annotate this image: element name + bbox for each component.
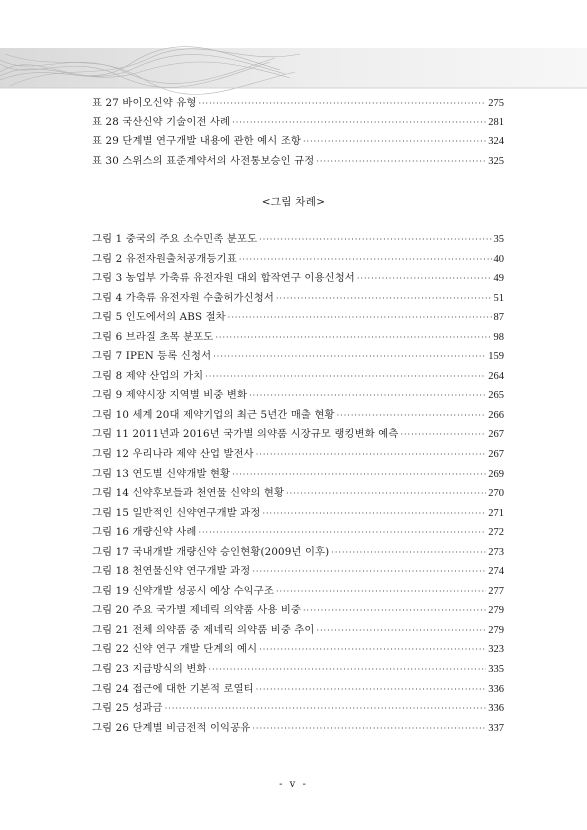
dot-leader bbox=[316, 155, 486, 168]
toc-entry-page: 275 bbox=[488, 98, 504, 109]
toc-entry-page: 265 bbox=[488, 390, 504, 402]
toc-entry-page: 336 bbox=[488, 703, 504, 715]
toc-entry-page: 272 bbox=[488, 527, 504, 539]
toc-entry-table-28[interactable] bbox=[92, 116, 504, 129]
toc-entry-figure-6[interactable] bbox=[92, 331, 504, 344]
figure-list bbox=[92, 233, 504, 741]
toc-entry-label: 그림 20 주요 국가별 제네릭 의약품 사용 비중 bbox=[92, 604, 302, 617]
toc-entry-figure-15[interactable] bbox=[92, 507, 504, 520]
toc-entry-label: 표 30 스위스의 표준계약서의 사전통보승인 규정 bbox=[92, 154, 315, 167]
toc-entry-figure-3[interactable] bbox=[92, 272, 504, 285]
toc-entry-label: 그림 15 일반적인 신약연구개발 과정 bbox=[92, 506, 261, 519]
toc-entry-label: 그림 9 제약시장 지역별 비중 변화 bbox=[92, 389, 248, 402]
dot-leader bbox=[259, 643, 486, 656]
dot-leader bbox=[249, 389, 486, 402]
toc-entry-figure-12[interactable] bbox=[92, 448, 504, 461]
toc-entry-page: 267 bbox=[488, 429, 504, 441]
toc-entry-page: 281 bbox=[488, 117, 504, 129]
toc-entry-figure-21[interactable] bbox=[92, 624, 504, 637]
dot-leader bbox=[357, 272, 492, 285]
dot-leader bbox=[276, 585, 486, 598]
toc-entry-page: 159 bbox=[488, 351, 504, 363]
dot-leader bbox=[259, 233, 491, 246]
toc-entry-figure-19[interactable] bbox=[92, 585, 504, 598]
toc-entry-label: 표 27 바이오신약 유형 bbox=[92, 97, 197, 109]
header-decoration bbox=[0, 42, 587, 100]
toc-entry-page: 49 bbox=[493, 273, 504, 285]
toc-entry-label: 그림 1 중국의 주요 소수민족 분포도 bbox=[92, 233, 258, 245]
toc-entry-page: 273 bbox=[488, 546, 504, 558]
page-number: - v - bbox=[279, 779, 308, 790]
toc-entry-label: 그림 21 전체 의약품 중 제네릭 의약품 비중 추이 bbox=[92, 623, 315, 636]
toc-entry-table-30[interactable] bbox=[92, 155, 504, 168]
toc-entry-page: 324 bbox=[488, 136, 504, 148]
dot-leader bbox=[213, 350, 486, 363]
dot-leader bbox=[198, 97, 486, 110]
toc-entry-label: 그림 4 가축류 유전자원 수출허가신청서 bbox=[92, 291, 274, 304]
toc-entry-figure-20[interactable] bbox=[92, 604, 504, 617]
dot-leader bbox=[198, 526, 486, 539]
toc-entry-label: 표 29 단계별 연구개발 내용에 관한 예시 조항 bbox=[92, 135, 302, 148]
toc-entry-label: 그림 8 제약 산업의 가치 bbox=[92, 369, 204, 382]
dot-leader bbox=[276, 292, 492, 305]
toc-entry-label: 그림 17 국내개발 개량신약 승인현황(2009년 이후) bbox=[92, 545, 330, 558]
toc-entry-label: 그림 5 인도에서의 ABS 절차 bbox=[92, 311, 226, 324]
toc-entry-page: 335 bbox=[488, 664, 504, 676]
dot-leader bbox=[262, 507, 486, 520]
toc-entry-label: 그림 14 신약후보들과 천연물 신약의 현황 bbox=[92, 487, 285, 500]
toc-entry-label: 그림 24 접근에 대한 기본적 로열티 bbox=[92, 682, 254, 695]
toc-entry-figure-2[interactable] bbox=[92, 253, 504, 266]
toc-entry-figure-8[interactable] bbox=[92, 370, 504, 383]
dot-leader bbox=[232, 116, 486, 129]
toc-entry-page: 274 bbox=[488, 566, 504, 578]
dot-leader bbox=[337, 409, 487, 422]
toc-entry-label: 그림 7 IPEN 등록 신청서 bbox=[92, 350, 212, 363]
dot-leader bbox=[331, 546, 486, 559]
dot-leader bbox=[232, 468, 486, 481]
toc-entry-page: 279 bbox=[488, 624, 504, 636]
toc-entry-page: 325 bbox=[488, 155, 504, 167]
toc-entry-label: 그림 10 세계 20대 제약기업의 최근 5년간 매출 현황 bbox=[92, 408, 335, 421]
toc-entry-label: 그림 2 유전자원출처공개등기표 bbox=[92, 252, 237, 265]
toc-entry-label: 그림 25 성과금 bbox=[92, 702, 163, 715]
toc-entry-table-29[interactable] bbox=[92, 135, 504, 148]
toc-entry-page: 337 bbox=[488, 722, 504, 734]
toc-entry-label: 그림 23 지급방식의 변화 bbox=[92, 663, 207, 676]
dot-leader bbox=[303, 604, 486, 617]
toc-entry-figure-17[interactable] bbox=[92, 546, 504, 559]
toc-entry-label: 그림 6 브라질 초목 분포도 bbox=[92, 330, 214, 343]
toc-entry-figure-1[interactable] bbox=[92, 233, 504, 246]
dot-leader bbox=[252, 722, 486, 735]
toc-entry-label: 그림 12 우리나라 제약 산업 발전사 bbox=[92, 448, 254, 461]
toc-entry-page: 267 bbox=[488, 449, 504, 461]
toc-entry-figure-9[interactable] bbox=[92, 389, 504, 402]
toc-entry-page: 35 bbox=[493, 234, 504, 245]
dot-leader bbox=[400, 428, 486, 441]
toc-entry-label: 그림 26 단계별 비금전적 이익공유 bbox=[92, 721, 251, 734]
toc-entry-page: 277 bbox=[488, 585, 504, 597]
dot-leader bbox=[209, 663, 487, 676]
toc-entry-page: 270 bbox=[488, 488, 504, 500]
toc-entry-page: 87 bbox=[493, 312, 504, 324]
toc-entry-figure-16[interactable] bbox=[92, 526, 504, 539]
toc-entry-page: 279 bbox=[488, 605, 504, 617]
toc-entry-figure-18[interactable] bbox=[92, 565, 504, 578]
dot-leader bbox=[303, 135, 486, 148]
toc-entry-figure-22[interactable] bbox=[92, 643, 504, 656]
toc-entry-figure-23[interactable] bbox=[92, 663, 504, 676]
toc-entry-label: 그림 19 신약개발 성공시 예상 수익구조 bbox=[92, 584, 274, 597]
toc-entry-page: 269 bbox=[488, 468, 504, 480]
toc-entry-figure-10[interactable] bbox=[92, 409, 504, 422]
toc-entry-page: 51 bbox=[493, 292, 504, 304]
toc-entry-page: 40 bbox=[493, 253, 504, 265]
toc-entry-figure-13[interactable] bbox=[92, 468, 504, 481]
toc-entry-page: 264 bbox=[488, 370, 504, 382]
toc-entry-figure-14[interactable] bbox=[92, 487, 504, 500]
toc-entry-page: 266 bbox=[488, 409, 504, 421]
figure-list-heading: <그림 차례> bbox=[261, 196, 326, 208]
dot-leader bbox=[256, 683, 486, 696]
dot-leader bbox=[252, 565, 486, 578]
toc-entry-page: 323 bbox=[488, 644, 504, 656]
toc-entry-figure-11[interactable] bbox=[92, 428, 504, 441]
toc-entry-figure-26[interactable] bbox=[92, 722, 504, 735]
toc-entry-label: 그림 18 천연물신약 연구개발 과정 bbox=[92, 565, 251, 578]
toc-entry-label: 그림 3 농업부 가축류 유전자원 대외 합작연구 이용신청서 bbox=[92, 272, 355, 285]
toc-entry-table-27[interactable] bbox=[92, 97, 504, 110]
toc-entry-figure-5[interactable] bbox=[92, 311, 504, 324]
toc-entry-label: 그림 11 2011년과 2016년 국가별 의약품 시장규모 랭킹변화 예측 bbox=[92, 428, 399, 441]
dot-leader bbox=[215, 331, 491, 344]
dot-leader bbox=[256, 448, 486, 461]
wave-pattern-graphic bbox=[0, 42, 587, 100]
dot-leader bbox=[228, 311, 492, 324]
table-list bbox=[92, 97, 504, 174]
toc-entry-figure-7[interactable] bbox=[92, 350, 504, 363]
toc-entry-figure-24[interactable] bbox=[92, 683, 504, 696]
toc-entry-figure-4[interactable] bbox=[92, 292, 504, 305]
toc-entry-label: 표 28 국산신약 기술이전 사례 bbox=[92, 116, 231, 129]
toc-entry-page: 336 bbox=[488, 683, 504, 695]
dot-leader bbox=[239, 253, 492, 266]
toc-entry-page: 271 bbox=[488, 507, 504, 519]
dot-leader bbox=[317, 624, 487, 637]
dot-leader bbox=[165, 702, 487, 715]
toc-entry-label: 그림 22 신약 연구 개발 단계의 예시 bbox=[92, 643, 258, 656]
toc-entry-label: 그림 16 개량신약 사례 bbox=[92, 526, 197, 539]
dot-leader bbox=[286, 487, 486, 500]
toc-entry-figure-25[interactable] bbox=[92, 702, 504, 715]
dot-leader bbox=[205, 370, 486, 383]
toc-entry-page: 98 bbox=[493, 331, 504, 343]
toc-entry-label: 그림 13 연도별 신약개발 현황 bbox=[92, 467, 231, 480]
